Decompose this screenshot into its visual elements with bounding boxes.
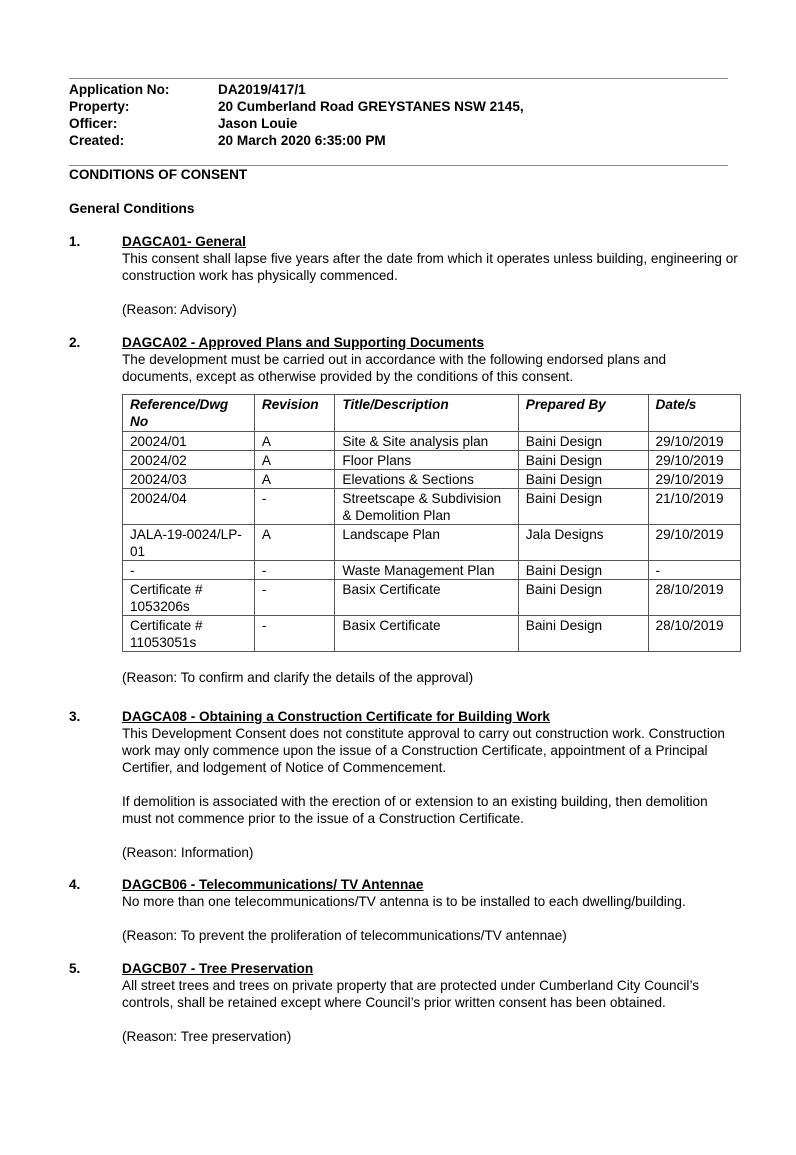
condition-1: [69, 233, 739, 318]
table-cell: 20024/02: [123, 451, 255, 470]
table-row: [123, 470, 741, 489]
table-cell: Jala Designs: [518, 525, 648, 561]
condition-2: [69, 334, 739, 686]
condition-number: 3.: [69, 709, 81, 724]
table-row: [123, 432, 741, 451]
property-row: [69, 98, 728, 115]
table-cell: 20024/03: [123, 470, 255, 489]
officer-label: Officer:: [69, 116, 118, 131]
table-cell: Landscape Plan: [335, 525, 518, 561]
table-cell: 29/10/2019: [648, 451, 740, 470]
table-cell: 28/10/2019: [648, 616, 740, 652]
table-cell: -: [254, 561, 334, 580]
table-cell: Baini Design: [518, 432, 648, 451]
condition-heading: DAGCA08 - Obtaining a Construction Certificate for Building Work: [122, 709, 550, 724]
section-title: CONDITIONS OF CONSENT: [69, 167, 248, 182]
table-cell: Floor Plans: [335, 451, 518, 470]
condition-text: No more than one telecommunications/TV antenna is to be installed to each dwelling/building.: [122, 894, 686, 909]
table-cell: A: [254, 432, 334, 451]
table-cell: 29/10/2019: [648, 525, 740, 561]
table-cell: 21/10/2019: [648, 489, 740, 525]
condition-reason: (Reason: Tree preservation): [122, 1029, 292, 1044]
condition-reason: (Reason: Advisory): [122, 302, 237, 317]
table-header-row: [123, 395, 741, 432]
table-cell: -: [123, 561, 255, 580]
condition-heading: DAGCA01- General: [122, 234, 246, 249]
condition-heading: DAGCB06 - Telecommunications/ TV Antennae: [122, 877, 424, 892]
table-cell: Certificate # 11053051s: [123, 616, 255, 652]
condition-heading: DAGCA02 - Approved Plans and Supporting Documents: [122, 335, 485, 350]
table-cell: Certificate # 1053206s: [123, 580, 255, 616]
condition-number: 5.: [69, 961, 81, 976]
condition-text: This consent shall lapse five years after the date from which it operates unless building, engineering or construction work has physically commenced.: [122, 251, 738, 283]
table-cell: Basix Certificate: [335, 616, 518, 652]
table-cell: A: [254, 451, 334, 470]
subsection-title: General Conditions: [69, 201, 195, 216]
table-row: [123, 451, 741, 470]
table-row: [123, 616, 741, 652]
table-cell: Waste Management Plan: [335, 561, 518, 580]
application-value: DA2019/417/1: [218, 82, 306, 97]
condition-number: 1.: [69, 234, 81, 249]
table-row: [123, 489, 741, 525]
officer-value: Jason Louie: [218, 116, 298, 131]
table-cell: Elevations & Sections: [335, 470, 518, 489]
table-cell: A: [254, 470, 334, 489]
table-cell: Site & Site analysis plan: [335, 432, 518, 451]
property-label: Property:: [69, 99, 130, 114]
column-header: Reference/Dwg No: [123, 395, 255, 432]
condition-3: [69, 708, 739, 861]
column-header: Date/s: [648, 395, 740, 432]
table-cell: 29/10/2019: [648, 432, 740, 451]
condition-5: [69, 960, 739, 1045]
application-header: [69, 81, 728, 149]
property-value: 20 Cumberland Road GREYSTANES NSW 2145,: [218, 99, 524, 114]
condition-text: The development must be carried out in accordance with the following endorsed plans and documents, except as otherwise provided by the conditions of this consent.: [122, 352, 667, 384]
condition-heading: DAGCB07 - Tree Preservation: [122, 961, 314, 976]
top-rule: [69, 78, 728, 79]
application-row: [69, 81, 728, 98]
table-cell: A: [254, 525, 334, 561]
condition-reason: (Reason: To confirm and clarify the details of the approval): [122, 670, 474, 685]
column-header: Revision: [254, 395, 334, 432]
table-cell: 28/10/2019: [648, 580, 740, 616]
table-cell: -: [254, 489, 334, 525]
table-cell: JALA-19-0024/LP-01: [123, 525, 255, 561]
condition-text: All street trees and trees on private property that are protected under Cumberland City Council’s controls, shall be retained except where Council’s prior written consent has been obtained.: [122, 978, 700, 1010]
table-row: [123, 561, 741, 580]
condition-4: [69, 876, 739, 944]
table-cell: -: [254, 580, 334, 616]
condition-number: 4.: [69, 877, 81, 892]
table-cell: 29/10/2019: [648, 470, 740, 489]
table-cell: Baini Design: [518, 451, 648, 470]
table-cell: Baini Design: [518, 489, 648, 525]
table-cell: Baini Design: [518, 561, 648, 580]
created-value: 20 March 2020 6:35:00 PM: [218, 133, 386, 148]
condition-text: If demolition is associated with the erection of or extension to an existing building, then demolition must not commence prior to the issue of a Construction Certificate.: [122, 794, 708, 826]
condition-number: 2.: [69, 335, 81, 350]
table-cell: Streetscape & Subdivision & Demolition Plan: [335, 489, 518, 525]
column-header: Title/Description: [335, 395, 518, 432]
approved-plans-table: [122, 394, 741, 652]
created-label: Created:: [69, 133, 125, 148]
table-cell: Baini Design: [518, 470, 648, 489]
table-cell: -: [648, 561, 740, 580]
condition-text: This Development Consent does not constitute approval to carry out construction work. Construction work may only commence upon the issue of a Construction Certificate, appointment of a Principal Certifier, and lodgement of Notice of Commencement.: [122, 726, 725, 775]
condition-reason: (Reason: Information): [122, 845, 254, 860]
table-cell: Baini Design: [518, 580, 648, 616]
application-label: Application No:: [69, 82, 170, 97]
table-cell: -: [254, 616, 334, 652]
table-row: [123, 525, 741, 561]
condition-reason: (Reason: To prevent the proliferation of telecommunications/TV antennae): [122, 928, 567, 943]
table-cell: Baini Design: [518, 616, 648, 652]
table-row: [123, 580, 741, 616]
column-header: Prepared By: [518, 395, 648, 432]
officer-row: [69, 115, 728, 132]
created-row: [69, 132, 728, 149]
table-cell: 20024/01: [123, 432, 255, 451]
table-cell: 20024/04: [123, 489, 255, 525]
table-cell: Basix Certificate: [335, 580, 518, 616]
